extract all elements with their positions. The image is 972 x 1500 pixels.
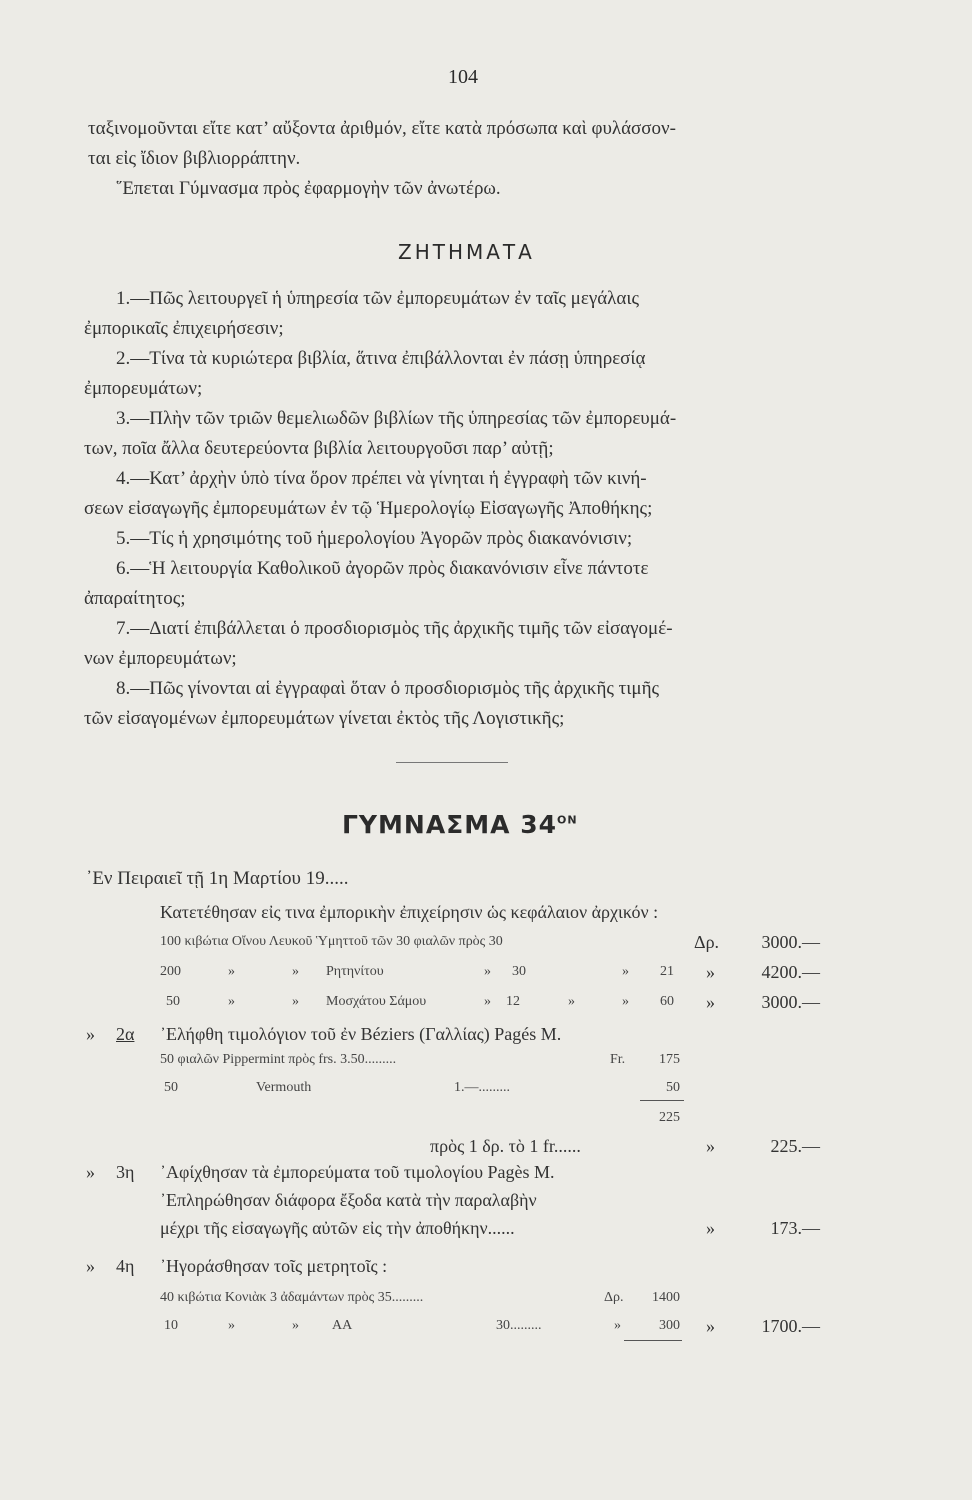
entry-2-row-1-currency: Fr. xyxy=(610,1052,626,1067)
entry-2-row-2-qty: 50 xyxy=(164,1080,178,1095)
entry-1-row-3-ditto: » xyxy=(484,994,491,1009)
question-line: 8.—Πῶς γίνονται αἱ ἐγγραφαὶ ὅταν ὁ προσδιορισμὸς τῆς ἀρχικῆς τιμῆς xyxy=(116,678,660,699)
entry-3-text-1: ᾿Αφίχθησαν τὰ ἐμπορεύματα τοῦ τιμολογίου Pagès M. xyxy=(160,1162,555,1182)
entry-4-row-2-name: ΑΑ xyxy=(332,1318,353,1333)
entry-3-text-2: ᾿Επληρώθησαν διάφορα ἔξοδα κατὰ τὴν παραλαβὴν xyxy=(160,1190,537,1210)
entry-1-row-2-num: 30 xyxy=(512,964,526,979)
entry-1-row-3-ditto: » xyxy=(292,994,299,1009)
question-line: νων ἐμπορευμάτων; xyxy=(84,648,237,669)
entry-4-row-2-amount: 300 xyxy=(659,1318,680,1333)
question-line: ἐμπορευμάτων; xyxy=(84,378,203,399)
entry-1-row-2-ditto: » xyxy=(484,964,491,979)
question-line: σεων εἰσαγωγῆς ἐμπορευμάτων ἐν τῷ Ἡμερολογίῳ Εἰσαγωγῆς Ἀποθήκης; xyxy=(84,498,653,519)
gymnasma-heading xyxy=(342,810,578,839)
entry-2-day: 2α xyxy=(116,1024,135,1044)
entry-1-row-3-ditto: » xyxy=(622,994,629,1009)
entry-4-row-2-price: 30......... xyxy=(496,1318,542,1333)
entry-2-row-1-amount: 175 xyxy=(659,1052,680,1067)
entry-1-row-1-amount: 3000.— xyxy=(761,932,820,952)
question-line: 6.—Ἡ λειτουργία Καθολικοῦ ἀγορῶν πρὸς διακανόνισιν εἶνε πάντοτε xyxy=(116,558,649,579)
entry-1-row-3-ditto: » xyxy=(568,994,575,1009)
entry-1-row-3-amount: 3000.— xyxy=(761,992,820,1012)
question-line: ἐμπορικαῖς ἐπιχειρήσεσιν; xyxy=(84,318,284,339)
entry-2-conversion-mark: » xyxy=(706,1136,715,1156)
entry-4-row-2-qty: 10 xyxy=(164,1318,178,1333)
entry-1-row-3-qty: 50 xyxy=(166,994,180,1009)
entry-1-row-1-currency: Δρ. xyxy=(694,932,720,952)
gymnasma-title: ΓΥΜΝΑΣΜΑ 34 xyxy=(342,810,557,839)
entry-3-text-3: μέχρι τῆς εἰσαγωγῆς αὐτῶν εἰς τὴν ἀποθήκην...... xyxy=(160,1218,515,1238)
entry-4-row-2-mark: » xyxy=(706,1316,715,1336)
question-line: 4.—Κατ’ ἀρχὴν ὑπὸ τίνα ὅρον πρέπει νὰ γίνηται ἡ ἐγγραφὴ τῶν κινή- xyxy=(116,468,647,489)
total-rule xyxy=(624,1340,682,1341)
entry-4-row-1-currency: Δρ. xyxy=(604,1290,624,1305)
intro-line-1: ταξινομοῦνται εἴτε κατ’ αὔξοντα ἀριθμόν, εἴτε κατὰ πρόσωπα καὶ φυλάσσον- xyxy=(88,118,676,139)
entry-1-row-2-ditto: » xyxy=(292,964,299,979)
entry-4-row-2-ditto: » xyxy=(228,1318,235,1333)
entry-1-row-2-num: 21 xyxy=(660,964,674,979)
entry-1-row-3-ditto: » xyxy=(228,994,235,1009)
zitimata-heading: ΖΗΤΗΜΑΤΑ xyxy=(398,240,535,264)
entry-1-row-2-ditto: » xyxy=(622,964,629,979)
entry-1-text: Κατετέθησαν εἰς τινα ἐμπορικὴν ἐπιχείρησιν ὡς κεφάλαιον ἀρχικόν : xyxy=(160,902,659,922)
entry-4-row-1-amount: 1400 xyxy=(652,1290,680,1305)
section-divider xyxy=(396,762,508,763)
question-line: των, ποῖα ἄλλα δευτερεύοντα βιβλία λειτουργοῦσι παρ’ αὐτῇ; xyxy=(84,438,554,459)
question-line: 3.—Πλὴν τῶν τριῶν θεμελιωδῶν βιβλίων τῆς ὑπηρεσίας τῶν ἐμπορευμά- xyxy=(116,408,677,429)
entry-4-row-1-desc: 40 κιβώτια Κονιὰκ 3 ἀδαμάντων πρὸς 35......... xyxy=(160,1290,424,1305)
entry-1-row-2-ditto: » xyxy=(228,964,235,979)
question-line: τῶν εἰσαγομένων ἐμπορευμάτων γίνεται ἐκτὸς τῆς Λογιστικῆς; xyxy=(84,708,565,729)
entry-1-row-2-amount: 4200.— xyxy=(761,962,820,982)
entry-4-row-2-ditto: » xyxy=(614,1318,621,1333)
entry-4-day: 4η xyxy=(116,1256,135,1276)
intro-line-2: ται εἰς ἴδιον βιβλιορράπτην. xyxy=(88,148,301,169)
entry-1-row-3-num: 12 xyxy=(506,994,520,1009)
question-line: ἀπαραίτητος; xyxy=(84,588,186,609)
gymnasma-title-sup: ON xyxy=(556,813,578,827)
entry-3-mark-2: » xyxy=(706,1218,715,1238)
subtotal-rule xyxy=(640,1100,684,1101)
date-line: ᾿Εν Πειραιεῖ τῇ 1η Μαρτίου 19..... xyxy=(86,868,349,889)
question-line: 5.—Τίς ἡ χρησιμότης τοῦ ἡμερολογίου Ἀγορῶν πρὸς διακανόνισιν; xyxy=(116,528,633,549)
entry-2-conversion: πρὸς 1 δρ. τὸ 1 fr...... xyxy=(430,1136,581,1156)
entry-4-text: ᾿Ηγοράσθησαν τοῖς μετρητοῖς : xyxy=(160,1256,388,1276)
entry-1-row-1-desc: 100 κιβώτια Οἴνου Λευκοῦ Ὑμηττοῦ τῶν 30 φιαλῶν πρὸς 30 xyxy=(160,934,503,949)
entry-3-mark: » xyxy=(86,1162,95,1182)
entry-1-row-2-mark: » xyxy=(706,962,715,982)
entry-4-total: 1700.— xyxy=(761,1316,820,1336)
entry-2-row-1-desc: 50 φιαλῶν Pippermint πρὸς frs. 3.50......... xyxy=(160,1052,397,1067)
entry-1-row-2-name: Ρητηνίτου xyxy=(326,964,384,979)
question-line: 1.—Πῶς λειτουργεῖ ἡ ὑπηρεσία τῶν ἐμπορευμάτων ἐν ταῖς μεγάλαις xyxy=(116,288,639,309)
entry-2-sum: 225 xyxy=(659,1110,680,1125)
question-line: 2.—Τίνα τὰ κυριώτερα βιβλία, ἅτινα ἐπιβάλλονται ἐν πάσῃ ὑπηρεσίᾳ xyxy=(116,348,646,369)
entry-2-row-2-amount: 50 xyxy=(666,1080,680,1095)
page-number: 104 xyxy=(448,66,478,88)
question-line: 7.—Διατί ἐπιβάλλεται ὁ προσδιορισμὸς τῆς ἀρχικῆς τιμῆς τῶν εἰσαγομέ- xyxy=(116,618,673,639)
entry-2-conversion-amount: 225.— xyxy=(770,1136,820,1156)
intro-line-3: ῞Επεται Γύμνασμα πρὸς ἐφαρμογὴν τῶν ἀνωτέρω. xyxy=(116,178,501,199)
entry-1-row-3-name: Μοσχάτου Σάμου xyxy=(326,994,427,1009)
entry-1-row-2-qty: 200 xyxy=(160,964,181,979)
entry-2-text: ᾿Ελήφθη τιμολόγιον τοῦ ἐν Béziers (Γαλλίας) Pagés M. xyxy=(160,1024,562,1044)
entry-4-mark: » xyxy=(86,1256,95,1276)
entry-1-row-3-mark: » xyxy=(706,992,715,1012)
entry-2-mark: » xyxy=(86,1024,95,1044)
entry-3-day: 3η xyxy=(116,1162,135,1182)
entry-2-row-2-name: Vermouth xyxy=(256,1080,312,1095)
entry-4-row-2-ditto: » xyxy=(292,1318,299,1333)
entry-1-row-3-num: 60 xyxy=(660,994,674,1009)
entry-2-row-2-price: 1.—......... xyxy=(454,1080,510,1095)
entry-3-amount: 173.— xyxy=(770,1218,820,1238)
